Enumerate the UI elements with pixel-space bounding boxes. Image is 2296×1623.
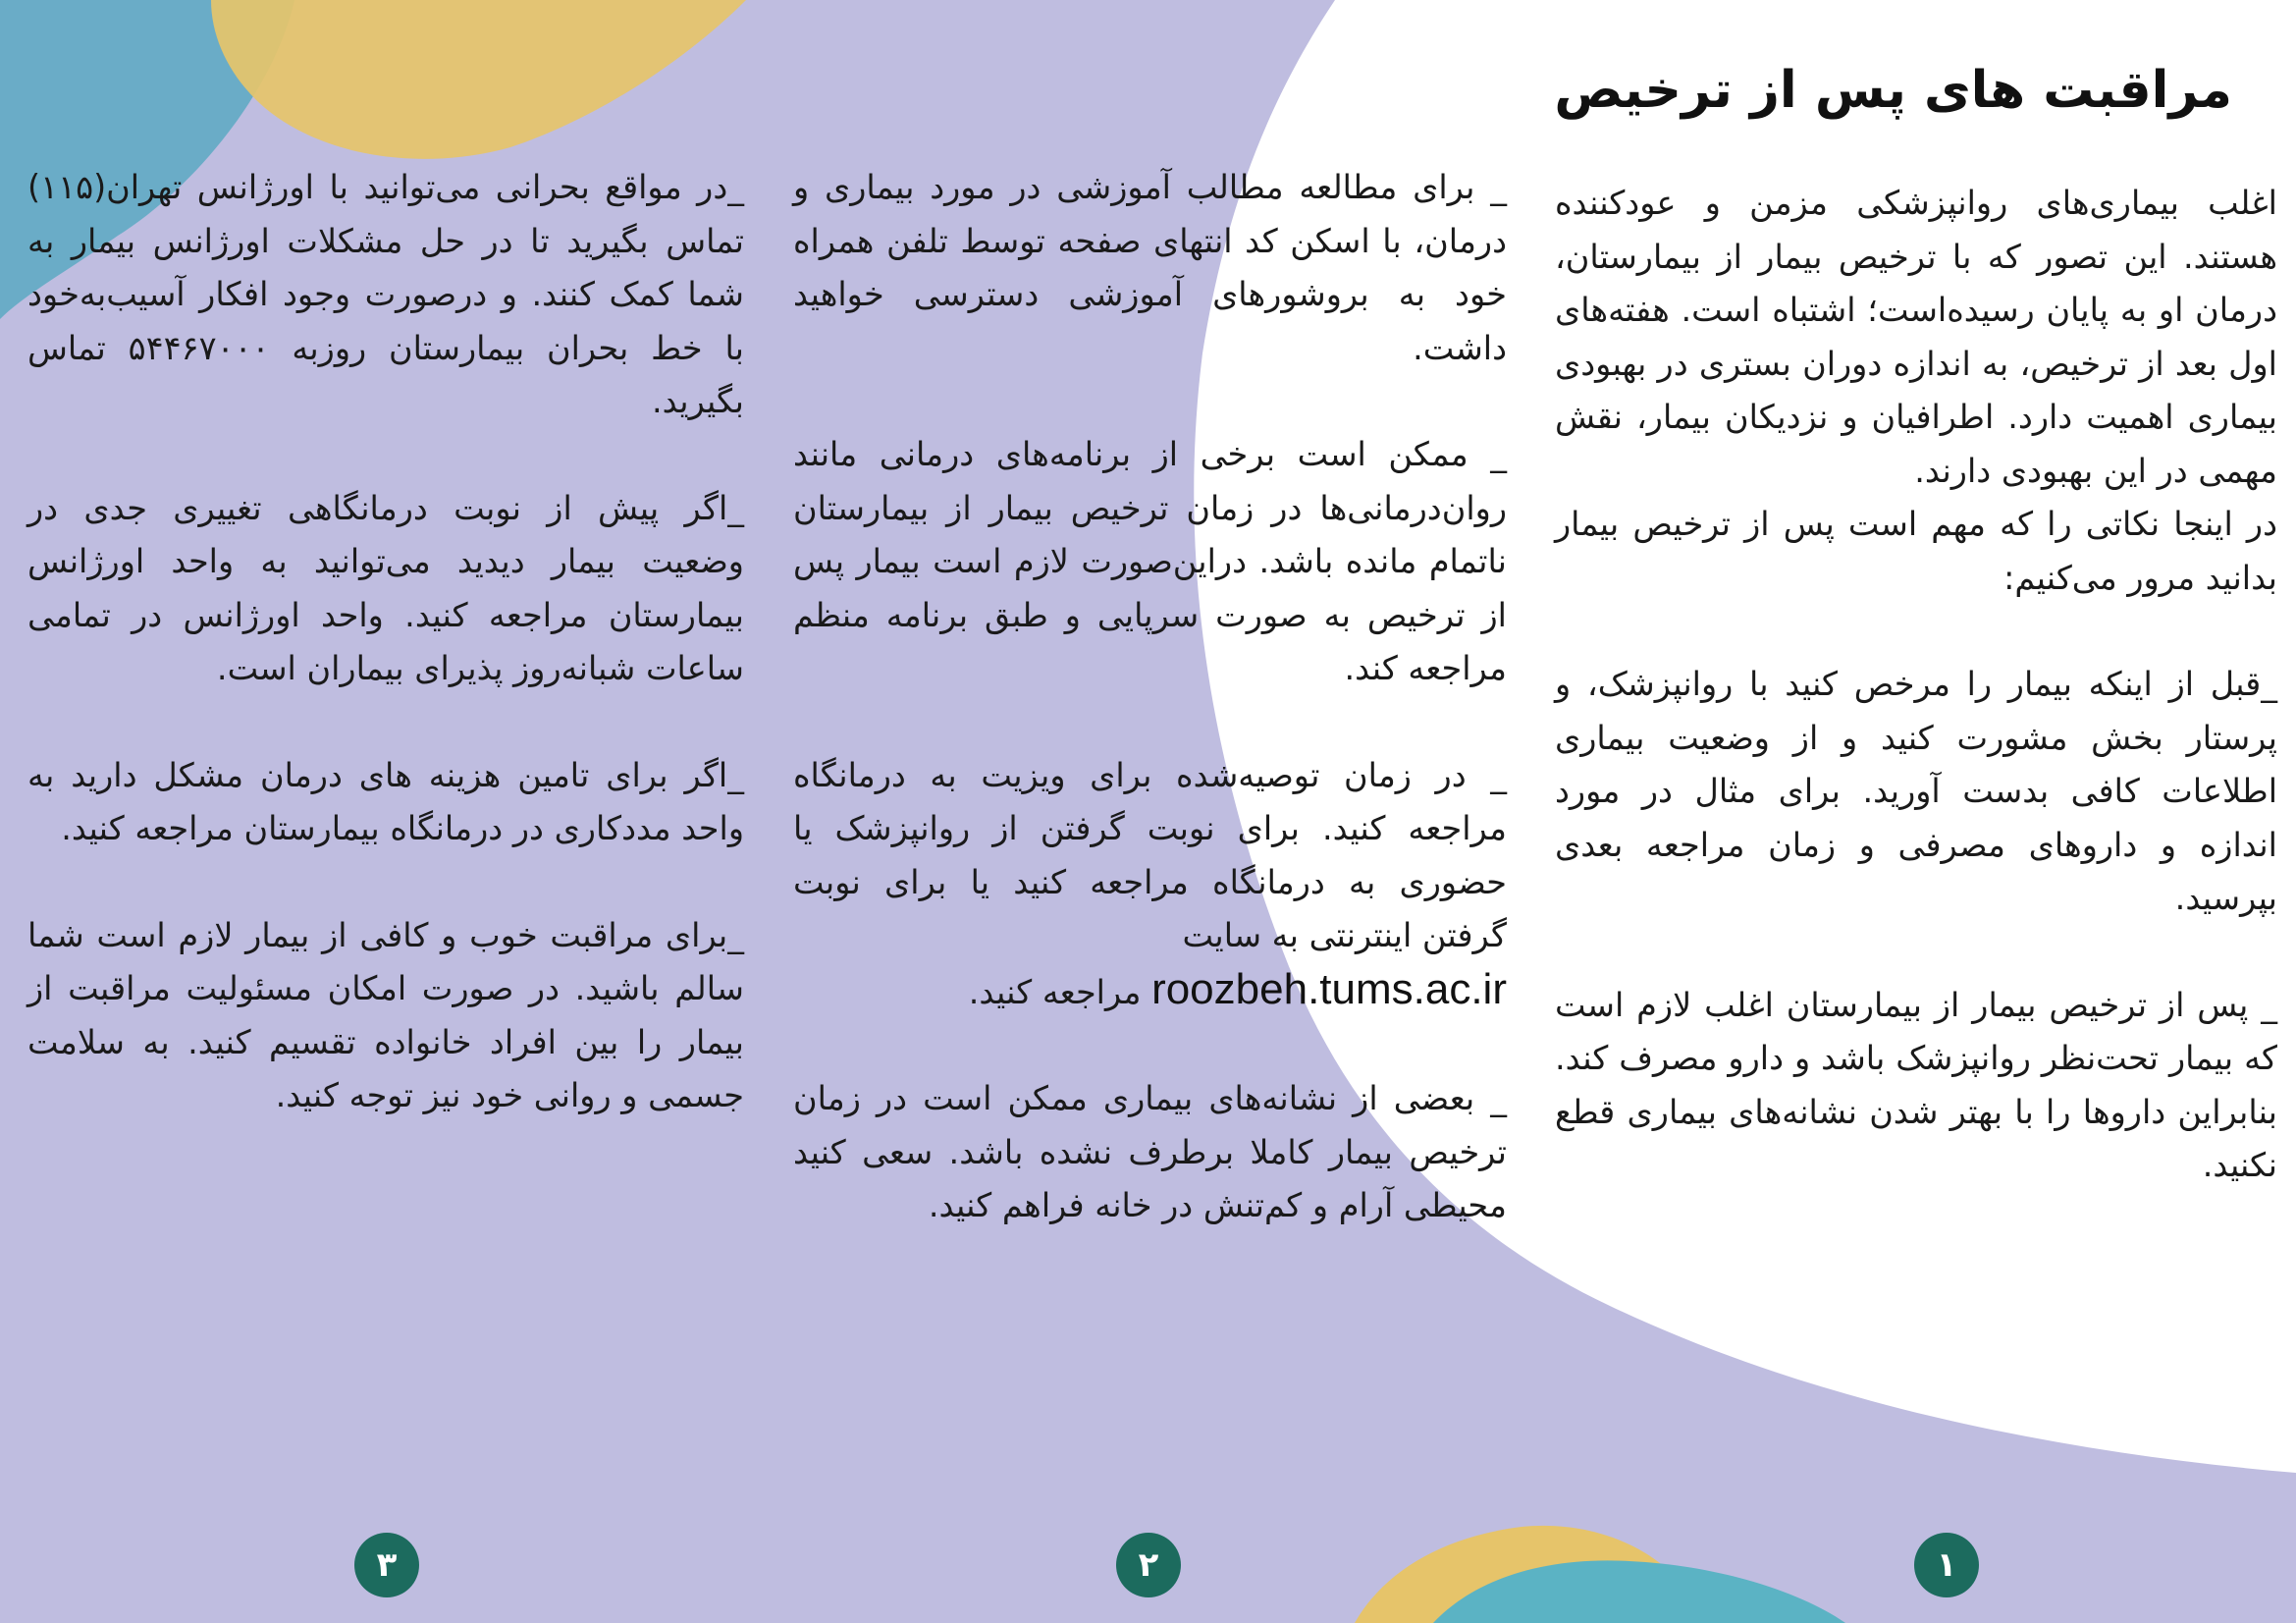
panel2-item-text: _ در زمان توصیه‌شده برای ویزیت به درمانگاه مراجعه کنید. برای نوبت گرفتن از روانپزشک یا حضوری به درمانگاه مراجعه کنید یا برای نوبت گرفتن اینترنتی به سایت [793, 755, 1507, 954]
panel3-item: _در مواقع بحرانی می‌توانید با اورژانس تهران(۱۱۵) تماس بگیرید تا در حل مشکلات اورژانس بیمار به شما کمک کنند. و درصورت وجود افکار آسیب‌به‌خود با خط بحران بیمارستان روزبه ۵۴۴۶۷۰۰۰ تماس بگیرید. [27, 168, 744, 420]
panel1-item: _قبل از اینکه بیمار را مرخص کنید با روانپزشک، و پرستار بخش مشورت کنید و از وضعیت بیماری اطلاعات کافی بدست آورید. برای مثال در مورد اندازه و داروهای مصرفی و زمان مراجعه بعدی بپرسید. [1555, 665, 2277, 917]
panel1-intro: اغلب بیماری‌های روانپزشکی مزمن و عودکننده هستند. این تصور که با ترخیص بیمار از بیمارستان، درمان او به پایان رسیده‌است؛ اشتباه است. هفته‌های اول بعد از ترخیص، به اندازه دوران بستری در بهبودی بیماری اهمیت دارد. اطرافیان و نزدیکان بیمار، نقش مهمی در این بهبودی دارند. [1555, 184, 2277, 490]
panel2-item [793, 749, 1507, 1020]
page-number-badge: ۱ [1914, 1533, 1979, 1597]
page-title: مراقبت های پس از ترخیص [1554, 61, 2232, 120]
panel2-item: _ بعضی از نشانه‌های بیماری ممکن است در زمان ترخیص بیمار کاملا برطرف نشده باشد. سعی کنید محیطی آرام و کم‌تنش در خانه فراهم کنید. [793, 1079, 1507, 1224]
page-number-badge: ۲ [1116, 1533, 1181, 1597]
website-line [793, 963, 1507, 1020]
panel3-item: _اگر برای تامین هزینه های درمان مشکل دارید به واحد مددکاری در درمانگاه بیمارستان مراجعه کنید. [27, 755, 744, 847]
panel1-item: _ پس از ترخیص بیمار از بیمارستان اغلب لازم است که بیمار تحت‌نظر روانپزشک باشد و دارو مصرف کند. بنابراین داروها را با بهتر شدن نشانه‌های بیماری قطع نکنید. [1555, 985, 2277, 1184]
panel-1 [1555, 177, 2277, 1193]
website-link[interactable]: roozbeh.tums.ac.ir [1151, 964, 1507, 1013]
panel3-item: _اگر پیش از نوبت درمانگاهی تغییری جدی در وضعیت بیمار دیدید می‌توانید به واحد اورژانس بیمارستان مراجعه کنید. واحد اورژانس در تمامی ساعات شبانه‌روز پذیرای بیماران است. [27, 488, 744, 687]
panel1-intro-2: در اینجا نکاتی را که مهم است پس از ترخیص بیمار بدانید مرور می‌کنیم: [1555, 505, 2277, 597]
panel-3 [27, 161, 744, 1123]
panel2-item: _ ممکن است برخی از برنامه‌های درمانی مانند روان‌درمانی‌ها در زمان ترخیص بیمار از بیمارستان ناتمام مانده باشد. دراین‌صورت لازم است بیمار پس از ترخیص به صورت سرپایی و طبق برنامه منظم مراجعه کند. [793, 435, 1507, 687]
page-number-badge: ۳ [354, 1533, 419, 1597]
panel2-item: _ برای مطالعه مطالب آموزشی در مورد بیماری و درمان، با اسکن کد انتهای صفحه توسط تلفن همراه خود به بروشورهای آموزشی دسترسی خواهید داشت. [793, 168, 1507, 367]
panel3-item: _برای مراقبت خوب و کافی از بیمار لازم است شما سالم باشید. در صورت امکان مسئولیت مراقبت از بیمار را بین افراد خانواده تقسیم کنید. به سلامت جسمی و روانی خود نیز توجه کنید. [27, 915, 744, 1114]
website-suffix: مراجعه کنید. [968, 972, 1142, 1011]
panel-2 [793, 161, 1507, 1233]
